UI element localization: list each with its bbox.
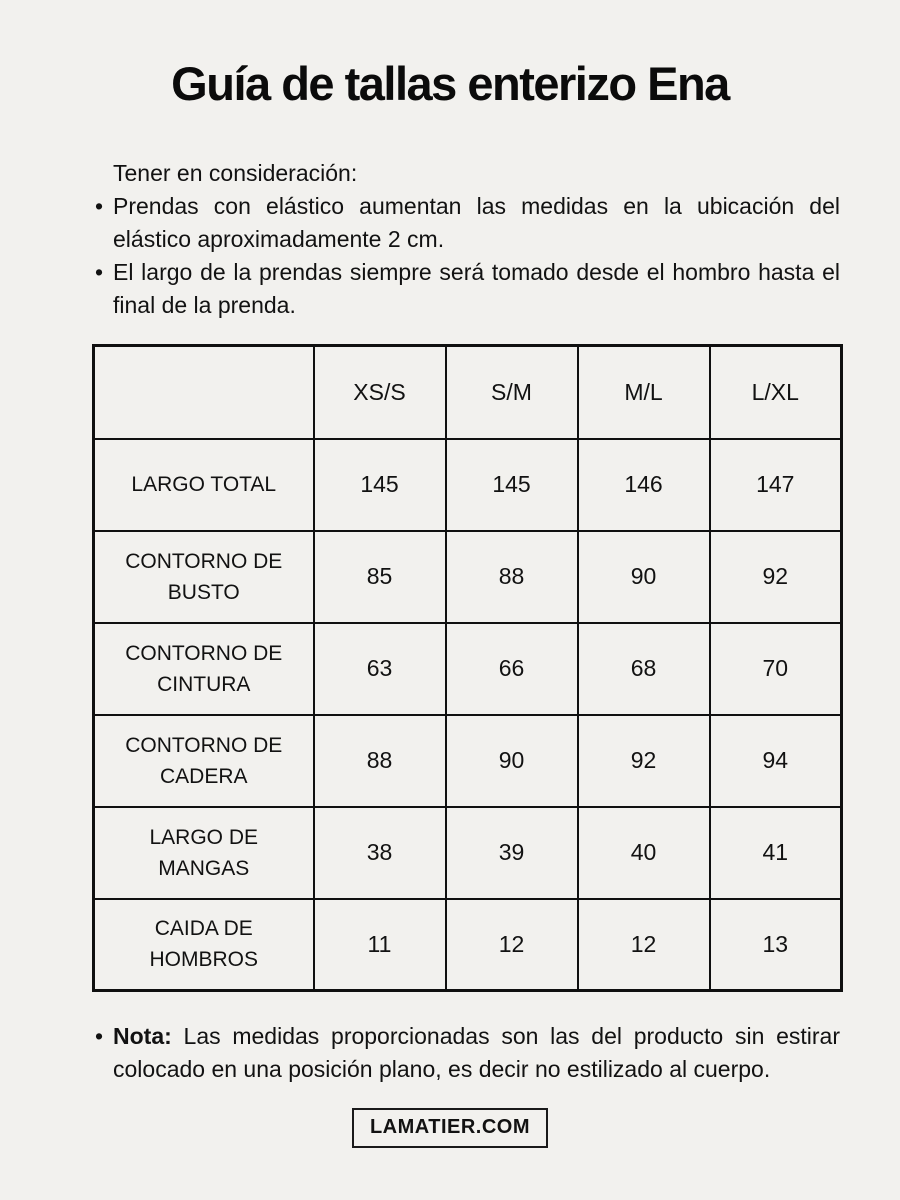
footer — [0, 1108, 900, 1148]
note-list — [92, 1020, 840, 1086]
table-row — [94, 899, 842, 991]
consideration-item: • El largo de la prendas siempre será tomado desde el hombro hasta el final de la prenda. — [92, 256, 840, 322]
table-row — [94, 531, 842, 623]
measurement-cell: 39 — [446, 807, 578, 899]
note-item — [92, 1020, 840, 1086]
content-area — [92, 157, 840, 1086]
consideration-list — [92, 190, 840, 322]
measurement-cell: 12 — [578, 899, 710, 991]
table-corner-cell — [94, 346, 314, 439]
measurement-cell: 66 — [446, 623, 578, 715]
brand-website-label: LAMATIER.COM — [352, 1108, 548, 1148]
measurement-cell: 92 — [710, 531, 842, 623]
measurement-cell: 92 — [578, 715, 710, 807]
row-label-cell: CONTORNO DE CADERA — [94, 715, 314, 807]
measurement-cell: 85 — [314, 531, 446, 623]
measurement-cell: 147 — [710, 439, 842, 531]
intro-text: Tener en consideración: — [113, 160, 358, 186]
size-table — [92, 344, 843, 992]
table-row — [94, 623, 842, 715]
page-title: Guía de tallas enterizo Ena — [171, 57, 729, 110]
measurement-cell: 70 — [710, 623, 842, 715]
measurement-cell: 12 — [446, 899, 578, 991]
table-row — [94, 807, 842, 899]
consideration-item: • Prendas con elástico aumentan las medidas en la ubicación del elástico aproximadamente 2 cm. — [92, 190, 840, 256]
measurement-cell: 11 — [314, 899, 446, 991]
measurement-cell: 68 — [578, 623, 710, 715]
size-column-header: M/L — [578, 346, 710, 439]
measurement-cell: 88 — [314, 715, 446, 807]
measurement-cell: 38 — [314, 807, 446, 899]
measurement-cell: 63 — [314, 623, 446, 715]
row-label-cell: CONTORNO DE BUSTO — [94, 531, 314, 623]
size-column-header: XS/S — [314, 346, 446, 439]
row-label-cell: LARGO DE MANGAS — [94, 807, 314, 899]
measurement-cell: 41 — [710, 807, 842, 899]
note-text: Las medidas proporcionadas son las del producto sin estirar colocado en una posición plano, es decir no estilizado al cuerpo. — [113, 1023, 841, 1082]
measurement-cell: 146 — [578, 439, 710, 531]
measurement-cell: 40 — [578, 807, 710, 899]
measurement-cell: 94 — [710, 715, 842, 807]
measurement-cell: 90 — [578, 531, 710, 623]
size-column-header: L/XL — [710, 346, 842, 439]
note-label: Nota: — [113, 1023, 172, 1049]
measurement-cell: 90 — [446, 715, 578, 807]
row-label-cell: CAIDA DE HOMBROS — [94, 899, 314, 991]
table-row — [94, 715, 842, 807]
row-label-cell: LARGO TOTAL — [94, 439, 314, 531]
measurement-cell: 145 — [446, 439, 578, 531]
row-label-cell: CONTORNO DE CINTURA — [94, 623, 314, 715]
measurement-cell: 13 — [710, 899, 842, 991]
measurement-cell: 88 — [446, 531, 578, 623]
measurement-cell: 145 — [314, 439, 446, 531]
table-row — [94, 439, 842, 531]
table-header-row — [94, 346, 842, 439]
size-column-header: S/M — [446, 346, 578, 439]
